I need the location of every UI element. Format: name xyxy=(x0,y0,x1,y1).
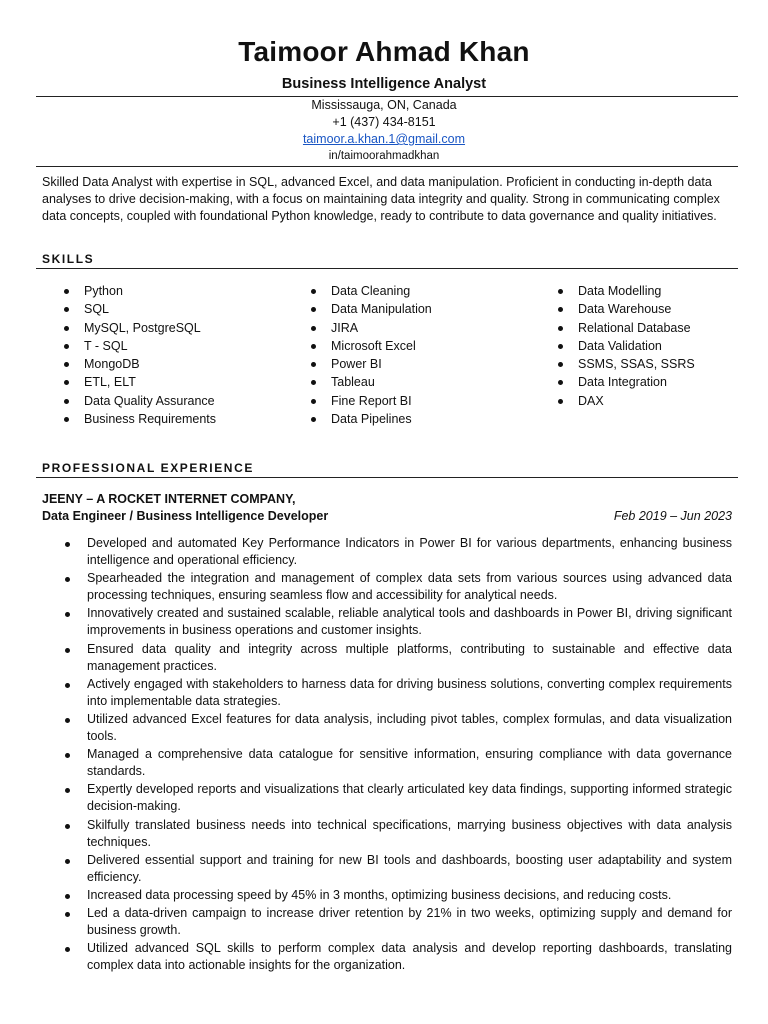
skill-item: JIRA xyxy=(308,319,432,337)
experience-bullet: Ensured data quality and integrity across multiple platforms, contributing to sustainable and effective data management practices. xyxy=(64,641,732,675)
skill-item: MySQL, PostgreSQL xyxy=(61,319,216,337)
experience-bullet: Expertly developed reports and visualizations that clearly articulated key data findings, supporting informed strategic decision-making. xyxy=(64,781,732,815)
experience-bullets xyxy=(64,535,732,975)
skill-item: Data Validation xyxy=(555,337,695,355)
summary-paragraph: Skilled Data Analyst with expertise in SQL, advanced Excel, and data manipulation. Proficient in conducting in-depth data analyses to drive decision-making, with a focus on maintaining data integrity and quality. Strong in communicating complex data concepts, coupled with foundational Python knowledge, ready to contribute to data governance and quality initiatives. xyxy=(42,175,720,223)
skill-item: Data Quality Assurance xyxy=(61,392,216,410)
experience-bullet: Utilized advanced SQL skills to perform complex data analysis and develop reporting dashboards, translating complex data into actionable insights for the organization. xyxy=(64,940,732,974)
header-divider xyxy=(36,96,738,97)
skill-item: Fine Report BI xyxy=(308,392,432,410)
experience-bullet: Spearheaded the integration and management of complex data sets from various sources using advanced data processing techniques, ensuring seamless flow and accessibility for analytical needs. xyxy=(64,570,732,604)
experience-heading: PROFESSIONAL EXPERIENCE xyxy=(42,461,254,475)
experience-bullet: Skilfully translated business needs into technical specifications, marrying business objectives with data analysis techniques. xyxy=(64,817,732,851)
company-name: JEENY – A ROCKET INTERNET COMPANY, xyxy=(42,492,296,506)
skill-item: Data Integration xyxy=(555,373,695,391)
candidate-name: Taimoor Ahmad Khan xyxy=(238,36,530,67)
location: Mississauga, ON, Canada xyxy=(311,98,457,112)
skill-item: Business Requirements xyxy=(61,410,216,428)
skill-item: Power BI xyxy=(308,355,432,373)
experience-divider xyxy=(36,477,738,478)
experience-bullet: Managed a comprehensive data catalogue for sensitive information, ensuring compliance with data governance standards. xyxy=(64,746,732,780)
skill-item: Data Manipulation xyxy=(308,300,432,318)
phone: +1 (437) 434-8151 xyxy=(332,115,436,129)
job-position: Data Engineer / Business Intelligence Developer xyxy=(42,509,329,523)
experience-bullet: Actively engaged with stakeholders to harness data for driving business solutions, converting complex requirements into implementable data strategies. xyxy=(64,676,732,710)
skill-item: Python xyxy=(61,282,216,300)
skills-column-3 xyxy=(555,282,695,410)
skill-item: Data Warehouse xyxy=(555,300,695,318)
contact-divider xyxy=(36,166,738,167)
email-line xyxy=(0,132,768,146)
skill-item: Relational Database xyxy=(555,319,695,337)
skills-column-2 xyxy=(308,282,432,428)
candidate-title: Business Intelligence Analyst xyxy=(281,76,487,92)
experience-bullet: Increased data processing speed by 45% in 3 months, optimizing business decisions, and reducing costs. xyxy=(64,887,732,904)
email-link[interactable]: taimoor.a.khan.1@gmail.com xyxy=(302,132,466,146)
skill-item: MongoDB xyxy=(61,355,216,373)
experience-bullet: Innovatively created and sustained scalable, reliable analytical tools and dashboards in Power BI, driving significant improvements in business operations and customer insights. xyxy=(64,605,732,639)
skills-heading: SKILLS xyxy=(42,252,95,266)
skill-item: ETL, ELT xyxy=(61,373,216,391)
skill-item: SSMS, SSAS, SSRS xyxy=(555,355,695,373)
skill-item: Data Cleaning xyxy=(308,282,432,300)
skill-item: Tableau xyxy=(308,373,432,391)
skills-divider xyxy=(36,268,738,269)
skill-item: SQL xyxy=(61,300,216,318)
experience-bullet: Led a data-driven campaign to increase driver retention by 21% in two weeks, optimizing supply and demand for business growth. xyxy=(64,905,732,939)
skill-item: DAX xyxy=(555,392,695,410)
experience-bullet: Utilized advanced Excel features for data analysis, including pivot tables, complex formulas, and data visualization tools. xyxy=(64,711,732,745)
skill-item: T - SQL xyxy=(61,337,216,355)
linkedin: in/taimoorahmadkhan xyxy=(328,150,440,162)
skills-column-1 xyxy=(61,282,216,428)
experience-bullet: Delivered essential support and training for new BI tools and dashboards, boosting user adaptability and system efficiency. xyxy=(64,852,732,886)
skill-item: Microsoft Excel xyxy=(308,337,432,355)
skill-item: Data Pipelines xyxy=(308,410,432,428)
job-dates: Feb 2019 – Jun 2023 xyxy=(613,509,732,523)
experience-bullet: Developed and automated Key Performance Indicators in Power BI for various departments, enhancing business intelligence and operational efficiency. xyxy=(64,535,732,569)
skill-item: Data Modelling xyxy=(555,282,695,300)
